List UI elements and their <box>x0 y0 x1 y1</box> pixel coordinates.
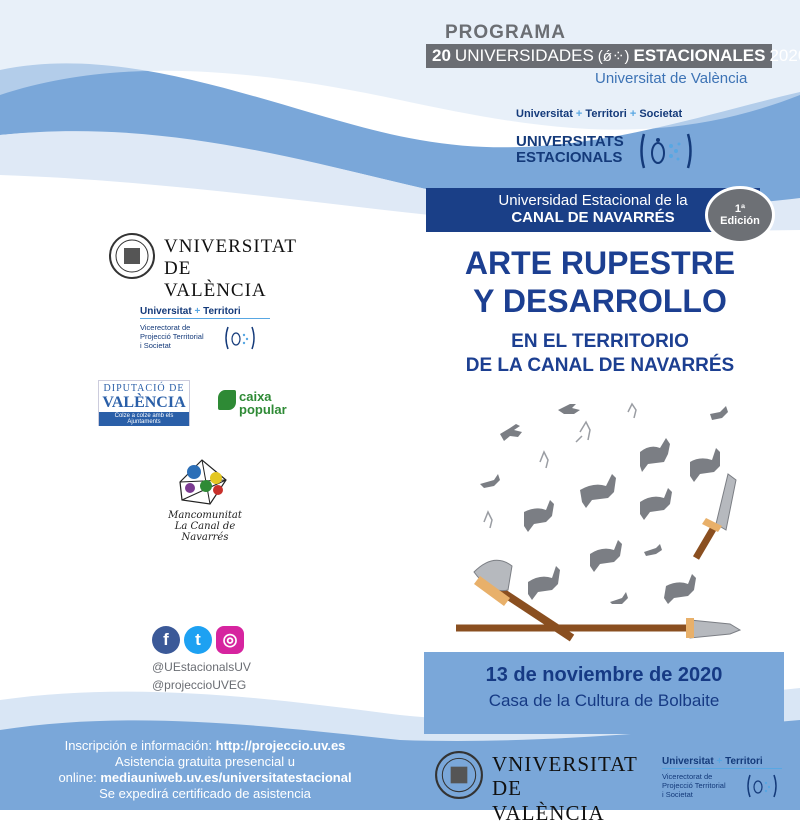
rock-art-illustration <box>440 392 780 652</box>
uv-logo-line2: DE VALÈNCIA <box>164 258 267 301</box>
animal-icon <box>480 474 500 488</box>
title-line1: ARTE RUPESTRE <box>464 245 736 281</box>
mediauniweb-link[interactable]: mediauniweb.uv.es/universitatestacional <box>100 770 352 785</box>
figure-icon <box>484 512 492 528</box>
registration-info <box>30 738 380 802</box>
uv-seal-icon <box>434 750 484 800</box>
diputacio-logo <box>98 380 190 426</box>
ut-bottom-vice3: i Societat <box>662 790 693 799</box>
edition-number: 1ª <box>734 203 746 215</box>
edition-label: Edición <box>720 215 760 227</box>
ut-bottom-territori: Territori <box>725 756 763 767</box>
edition-badge <box>705 186 775 244</box>
event-date: 13 de noviembre de 2020 <box>485 664 723 686</box>
ust-tagline <box>516 108 682 120</box>
ut-bottom-universitat: Universitat <box>662 756 714 767</box>
subtitle <box>430 330 770 378</box>
social-icons <box>152 626 244 654</box>
band-line2: CANAL DE NAVARRÉS <box>511 209 675 226</box>
inscripcion-label: Inscripción e información: <box>64 738 212 753</box>
caixa-line1: caixa <box>239 389 272 404</box>
instagram-icon[interactable]: ◎ <box>216 626 244 654</box>
caixa-line2: popular <box>239 402 287 417</box>
figure-icon <box>576 422 590 442</box>
animal-icon <box>558 404 580 414</box>
dip-line3: Colze a colze amb els Ajuntaments <box>99 412 189 426</box>
ut-territori: Territori <box>203 306 241 317</box>
uv-logo-line1: VNIVERSITAT <box>164 236 297 257</box>
program-number: 20 <box>432 46 451 65</box>
ut-universitat: Universitat <box>140 306 192 317</box>
ue-small-icon <box>224 326 256 350</box>
ut-vice2: Projecció Territorial <box>140 332 204 341</box>
animal-icon <box>610 592 628 604</box>
subtitle-line2: DE LA CANAL DE NAVARRÉS <box>465 355 735 376</box>
deer-icon <box>528 566 560 600</box>
caixa-mark-icon <box>218 390 236 410</box>
deer-icon <box>640 438 670 472</box>
certificado-text: Se expedirá certificado de asistencia <box>99 786 311 801</box>
deer-icon <box>664 574 696 604</box>
caixa-popular-logo <box>218 390 287 416</box>
social-handle-1[interactable]: @UEstacionalsUV <box>152 660 251 674</box>
program-universidades: UNIVERSIDADES <box>454 46 594 65</box>
plus-icon: + <box>194 306 201 317</box>
online-label: online: <box>58 770 97 785</box>
ut-logo <box>140 306 270 356</box>
deer-icon <box>524 500 554 532</box>
binding-icon <box>686 618 694 638</box>
ue-small-icon <box>746 774 778 798</box>
mancom-line1: Mancomunitat <box>168 510 242 521</box>
animal-icon <box>644 544 662 556</box>
dip-line1: DIPUTACIÓ DE <box>103 383 185 394</box>
program-estacionales: ESTACIONALES <box>633 46 766 65</box>
uv-logo-bottom <box>434 748 638 825</box>
subtitle-line1: EN EL TERRITORIO <box>511 331 689 352</box>
deer-icon <box>580 474 616 508</box>
universitats-estacionals-title <box>516 134 624 166</box>
social-handle-2[interactable]: @projeccioUVEG <box>152 678 247 692</box>
dip-line2: VALÈNCIA <box>102 394 186 411</box>
program-year: 2020 <box>769 46 807 65</box>
ut-logo-bottom <box>662 756 782 804</box>
uv-logo <box>108 232 298 301</box>
plus-icon: + <box>716 756 723 767</box>
ut-bottom-vice1: Vicerectorat de <box>662 772 713 781</box>
program-subtitle: Universitat de València <box>595 70 748 87</box>
ust-societat: Societat <box>639 108 683 120</box>
projeccio-link[interactable]: http://projeccio.uv.es <box>215 738 346 753</box>
programa-label: PROGRAMA <box>445 22 566 43</box>
facebook-icon[interactable]: f <box>152 626 180 654</box>
ust-territori: Territori <box>585 108 627 120</box>
ut-vice1: Vicerectorat de <box>140 323 191 332</box>
deer-icon <box>590 540 622 572</box>
asistencia-text: Asistencia gratuita presencial u <box>115 754 295 769</box>
animal-icon <box>500 424 522 441</box>
spear-tip-icon <box>690 620 740 638</box>
twitter-icon[interactable]: t <box>184 626 212 654</box>
ut-bottom-vice2: Projecció Territorial <box>662 781 726 790</box>
figure-icon <box>540 452 548 468</box>
plus-icon: + <box>629 108 637 120</box>
figure-icon <box>628 404 636 418</box>
mancomunitat-logo <box>150 452 250 543</box>
event-date-band <box>424 652 784 734</box>
uv-seal-icon <box>108 232 156 280</box>
title-line2: Y DESARROLLO <box>473 283 727 319</box>
main-title <box>430 244 770 320</box>
ue-mini-icon: (ǿ⁘) <box>597 48 630 65</box>
deer-icon <box>640 488 672 520</box>
event-place: Casa de la Cultura de Bolbaite <box>488 691 720 710</box>
program-banner <box>426 44 807 68</box>
uv-bottom-line1: VNIVERSITAT <box>492 752 638 776</box>
plus-icon: + <box>575 108 583 120</box>
ut-vice3: i Societat <box>140 341 171 350</box>
ue-line1: UNIVERSITATS <box>516 133 624 150</box>
uv-bottom-line2: DE VALÈNCIA <box>492 776 605 825</box>
deer-icon <box>690 448 720 482</box>
ue-line2: ESTACIONALS <box>516 149 623 166</box>
mancom-line2: La Canal de Navarrés <box>174 521 236 543</box>
ust-universitat: Universitat <box>516 108 573 120</box>
animal-icon <box>710 406 728 420</box>
band-line1: Universidad Estacional de la <box>498 192 688 209</box>
ue-logo-icon <box>638 132 694 170</box>
mancomunitat-emblem-icon <box>160 452 244 508</box>
knife-blade-icon <box>716 474 736 530</box>
